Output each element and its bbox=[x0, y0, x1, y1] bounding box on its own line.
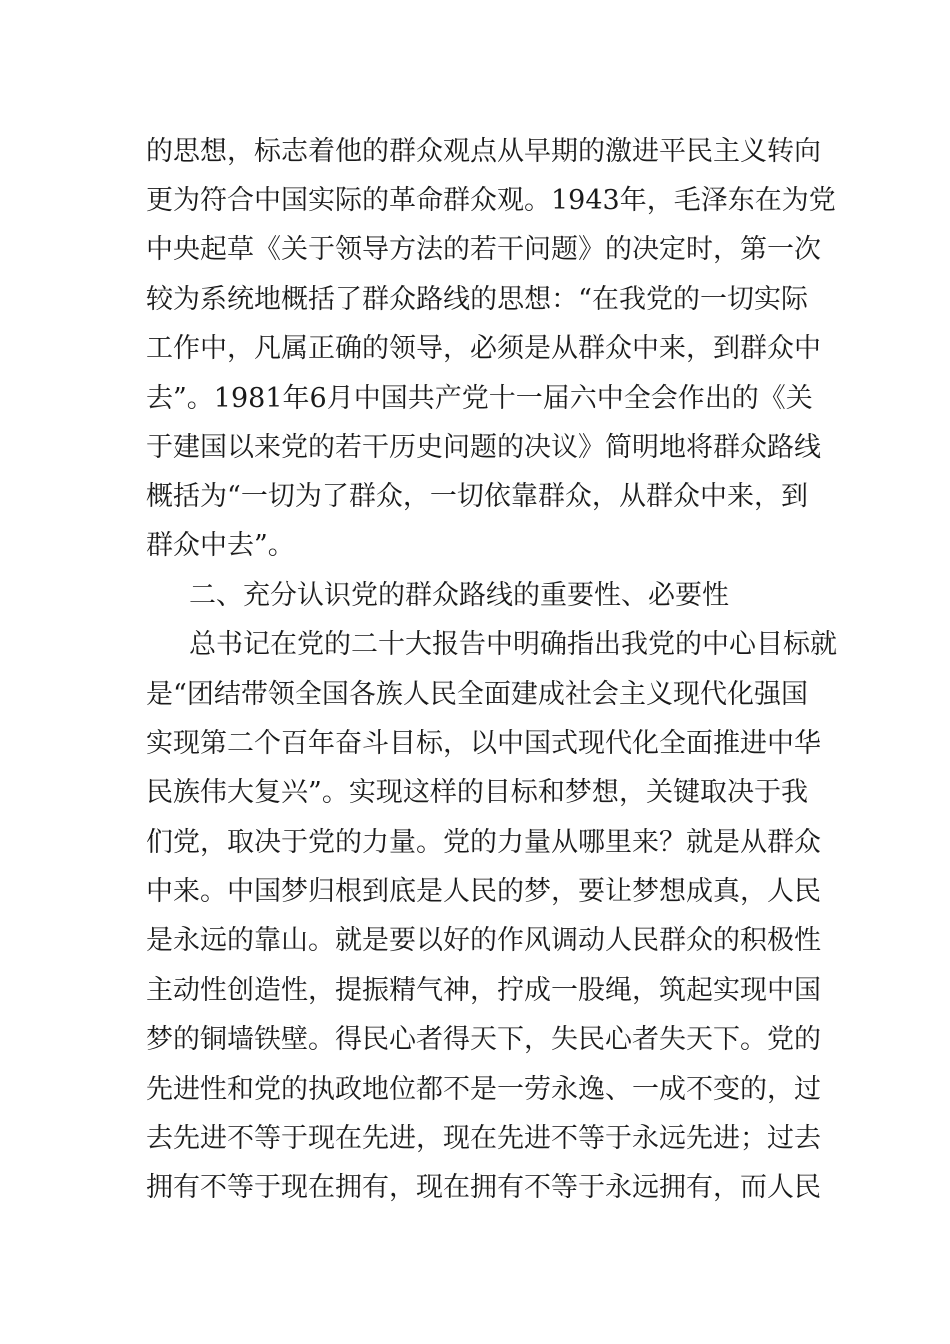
section-heading: 二、充分认识党的群众路线的重要性、必要性 bbox=[189, 580, 729, 611]
text-line: 去”。1981年6月中国共产党十一届六中全会作出的《关 bbox=[146, 383, 813, 414]
text-line: 更为符合中国实际的革命群众观。1943年，毛泽东在为党 bbox=[146, 185, 836, 216]
text-line: 工作中，凡属正确的领导，必须是从群众中来，到群众中 bbox=[146, 333, 821, 364]
text-line: 中来。中国梦归根到底是人民的梦，要让梦想成真，人民 bbox=[146, 876, 821, 907]
text-line: 主动性创造性，提振精气神，拧成一股绳，筑起实现中国 bbox=[146, 975, 821, 1006]
text-line: 实现第二个百年奋斗目标，以中国式现代化全面推进中华 bbox=[146, 728, 821, 759]
paragraph-first-line: 总书记在党的二十大报告中明确指出我党的中心目标就 bbox=[189, 629, 837, 660]
text-line: 于建国以来党的若干历史问题的决议》简明地将群众路线 bbox=[146, 432, 821, 463]
text-line: 拥有不等于现在拥有，现在拥有不等于永远拥有，而人民 bbox=[146, 1172, 821, 1203]
text-line: 先进性和党的执政地位都不是一劳永逸、一成不变的，过 bbox=[146, 1074, 821, 1105]
text-line: 是永远的靠山。就是要以好的作风调动人民群众的积极性 bbox=[146, 925, 821, 956]
text-line: 民族伟大复兴”。实现这样的目标和梦想，关键取决于我 bbox=[146, 777, 808, 808]
text-line: 的思想，标志着他的群众观点从早期的激进平民主义转向 bbox=[146, 136, 821, 167]
text-line: 群众中去”。 bbox=[146, 530, 295, 561]
text-line: 是“团结带领全国各族人民全面建成社会主义现代化强国 bbox=[146, 679, 808, 710]
text-line: 去先进不等于现在先进，现在先进不等于永远先进；过去 bbox=[146, 1123, 821, 1154]
text-line: 概括为“一切为了群众，一切依靠群众，从群众中来，到 bbox=[146, 481, 808, 512]
text-line: 较为系统地概括了群众路线的思想：“在我党的一切实际 bbox=[146, 284, 808, 315]
text-line: 们党，取决于党的力量。党的力量从哪里来？就是从群众 bbox=[146, 827, 821, 858]
text-line: 梦的铜墙铁壁。得民心者得天下，失民心者失天下。党的 bbox=[146, 1024, 821, 1055]
text-line: 中央起草《关于领导方法的若干问题》的决定时，第一次 bbox=[146, 234, 821, 265]
